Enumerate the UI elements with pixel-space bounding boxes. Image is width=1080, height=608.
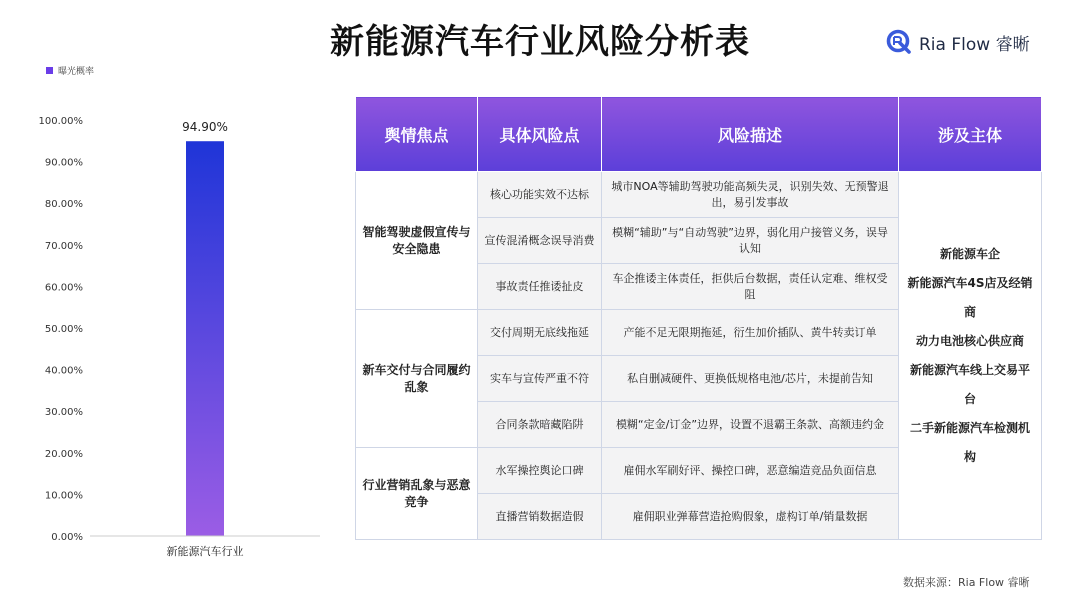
risk-point-cell: 核心功能实效不达标 — [478, 172, 602, 218]
risk-desc-cell: 雇佣职业弹幕营造抢购假象，虚构订单/销量数据 — [602, 494, 899, 540]
risk-desc-cell: 车企推诿主体责任，拒供后台数据，责任认定难、维权受阻 — [602, 264, 899, 310]
risk-desc-cell: 城市NOA等辅助驾驶功能高频失灵，识别失效、无预警退出，易引发事故 — [602, 172, 899, 218]
y-tick-label: 80.00% — [44, 199, 83, 211]
focus-cell: 行业营销乱象与恶意竞争 — [356, 448, 478, 540]
chart-legend — [46, 64, 94, 77]
y-tick-label: 60.00% — [44, 282, 83, 294]
y-tick-label: 100.00% — [38, 116, 83, 127]
subject-item: 新能源汽车4S店及经销商 — [907, 275, 1033, 319]
risk-point-cell: 水军操控舆论口碑 — [478, 448, 602, 494]
subject-cell — [899, 172, 1042, 540]
table-row — [356, 172, 1042, 218]
risk-point-cell: 宣传混淆概念误导消费 — [478, 218, 602, 264]
bar-data-label: 94.90% — [182, 120, 228, 135]
y-tick-label: 90.00% — [44, 157, 83, 169]
y-tick-label: 10.00% — [44, 490, 83, 502]
focus-cell: 新车交付与合同履约乱象 — [356, 310, 478, 448]
risk-desc-cell: 模糊“定金/订金”边界，设置不退霸王条款、高额违约金 — [602, 402, 899, 448]
brand-text: Ria Flow 睿晰 — [919, 34, 1030, 55]
y-tick-label: 20.00% — [44, 448, 83, 460]
brand-logo — [885, 28, 1030, 56]
bar-chart — [0, 100, 340, 570]
risk-table — [355, 96, 1042, 540]
risk-point-cell: 实车与宣传严重不符 — [478, 356, 602, 402]
y-tick-label: 30.00% — [44, 407, 83, 419]
legend-label: 曝光概率 — [58, 67, 95, 77]
subject-item: 新能源车企 — [939, 246, 1000, 261]
data-source-note: 数据来源：Ria Flow 睿晰 — [903, 576, 1030, 589]
header-subject: 涉及主体 — [899, 97, 1042, 172]
page-title: 新能源汽车行业风险分析表 — [330, 22, 750, 62]
focus-cell: 智能驾驶虚假宣传与安全隐患 — [356, 172, 478, 310]
x-tick-label: 新能源汽车行业 — [166, 545, 244, 558]
risk-point-cell: 合同条款暗藏陷阱 — [478, 402, 602, 448]
y-tick-label: 40.00% — [44, 365, 83, 377]
table-header-row — [356, 97, 1042, 172]
header-risk-point: 具体风险点 — [478, 97, 602, 172]
ria-flow-logo-icon — [885, 28, 913, 56]
risk-point-cell: 事故责任推诿扯皮 — [478, 264, 602, 310]
subject-item: 二手新能源汽车检测机构 — [909, 420, 1030, 464]
y-tick-label: 50.00% — [44, 324, 83, 335]
risk-desc-cell: 模糊“辅助”与“自动驾驶”边界，弱化用户接管义务，误导认知 — [602, 218, 899, 264]
header-focus: 舆情焦点 — [356, 97, 478, 172]
risk-point-cell: 交付周期无底线拖延 — [478, 310, 602, 356]
risk-desc-cell: 雇佣水军刷好评、操控口碑，恶意编造竞品负面信息 — [602, 448, 899, 494]
legend-swatch — [46, 67, 53, 74]
bar — [186, 141, 224, 536]
risk-point-cell: 直播营销数据造假 — [478, 494, 602, 540]
y-tick-label: 0.00% — [51, 532, 83, 543]
risk-desc-cell: 私自删减硬件、更换低规格电池/芯片，未提前告知 — [602, 356, 899, 402]
header-risk-desc: 风险描述 — [602, 97, 899, 172]
y-tick-label: 70.00% — [44, 240, 83, 252]
risk-desc-cell: 产能不足无限期拖延，衍生加价插队、黄牛转卖订单 — [602, 310, 899, 356]
subject-item: 新能源汽车线上交易平台 — [909, 362, 1030, 406]
subject-item: 动力电池核心供应商 — [915, 333, 1024, 348]
